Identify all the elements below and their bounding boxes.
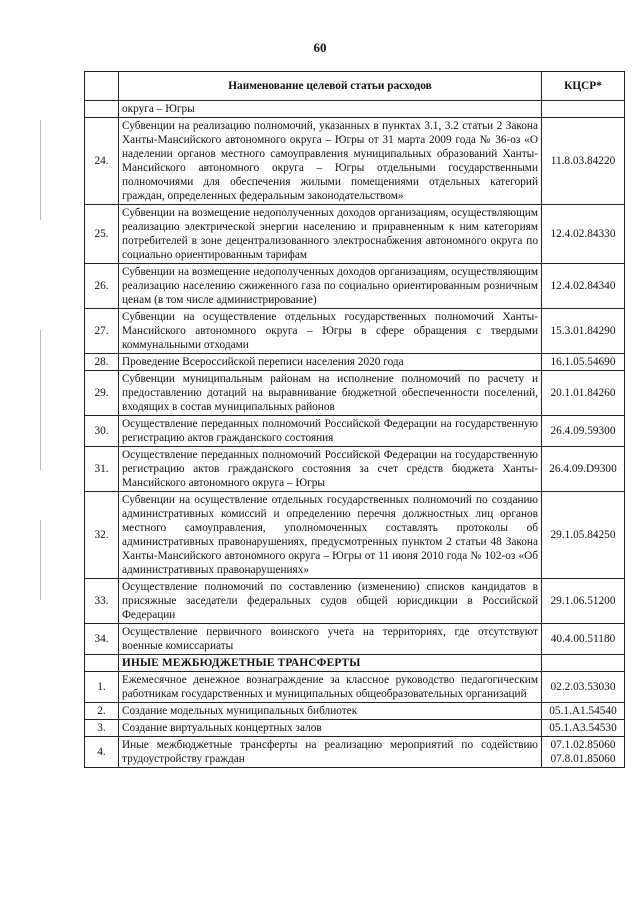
row-code [542, 672, 625, 703]
table-row [85, 264, 625, 309]
row-code [542, 354, 625, 371]
scan-margin-line [40, 120, 41, 220]
row-code-value: 26.4.09.D9300 [549, 463, 617, 475]
row-code-value: 40.4.00.51180 [550, 633, 616, 645]
row-number: 30. [85, 416, 119, 447]
table-row [85, 118, 625, 205]
row-code-value: 12.4.02.84340 [550, 280, 616, 292]
row-name: Субвенции на осуществление отдельных государственных полномочий Ханты-Мансийского автономного округа – Югры в сфере обращения с твердыми коммунальными отходами [119, 309, 542, 354]
row-code [542, 118, 625, 205]
row-code [542, 492, 625, 579]
row-code [542, 309, 625, 354]
table-row [85, 720, 625, 737]
row-name: Субвенции на возмещение недополученных доходов организациям, осуществляющим реализацию электрической энергии населению и приравненным к ним категориям потребителей в зоне децентрализованного электроснабжения автономного округа по социально ориентированным тарифам [119, 205, 542, 264]
row-code-value: 29.1.05.84250 [550, 529, 616, 541]
row-number: 2. [85, 703, 119, 720]
row-code-value: 02.2.03.53030 [550, 681, 616, 693]
row-code-value: 29.1.06.51200 [550, 595, 616, 607]
table-row [85, 309, 625, 354]
row-number: 29. [85, 371, 119, 416]
row-number: 26. [85, 264, 119, 309]
table-row [85, 672, 625, 703]
row-name: Субвенции на возмещение недополученных доходов организациям, осуществляющим реализацию населению сжиженного газа по социально ориентированным розничным ценам (в том числе администрирование) [119, 264, 542, 309]
table-row [85, 416, 625, 447]
table-body [85, 101, 625, 768]
table-row [85, 447, 625, 492]
header-num [85, 72, 119, 101]
row-number: 32. [85, 492, 119, 579]
expense-items-table [84, 71, 625, 768]
row-code [542, 416, 625, 447]
row-number: 3. [85, 720, 119, 737]
section-header-row [85, 655, 625, 672]
page-number: 60 [313, 40, 327, 55]
row-code-value: 05.1.A1.54540 [549, 705, 617, 717]
row-name: Проведение Всероссийской переписи населения 2020 года [119, 354, 542, 371]
row-name: Создание модельных муниципальных библиотек [119, 703, 542, 720]
row-name: Осуществление полномочий по составлению (изменению) списков кандидатов в присяжные заседатели федеральных судов общей юрисдикции в Российской Федерации [119, 579, 542, 624]
row-name: Осуществление первичного воинского учета на территориях, где отсутствуют военные комиссариаты [119, 624, 542, 655]
row-code-value: 16.1.05.54690 [550, 356, 616, 368]
row-code-value: 07.8.01.85060 [550, 753, 616, 765]
row-number: 34. [85, 624, 119, 655]
table-row [85, 492, 625, 579]
table-header-row [85, 72, 625, 101]
row-name: Субвенции на реализацию полномочий, указанных в пунктах 3.1, 3.2 статьи 2 Закона Ханты-Мансийского автономного округа – Югры от 31 марта 2009 года № 36-оз «О наделении органов местного самоуправления муниципальных образований Ханты-Мансийского автономного округа – Югры отдельными государственными полномочиями для обеспечения жилыми помещениями отдельных категорий граждан, определенных федеральным законодательством» [119, 118, 542, 205]
row-code [542, 205, 625, 264]
scan-margin-line [40, 330, 41, 470]
section-title: ИНЫЕ МЕЖБЮДЖЕТНЫЕ ТРАНСФЕРТЫ [119, 655, 542, 672]
row-code-value: 05.1.A3.54530 [549, 722, 617, 734]
row-code-value: 15.3.01.84290 [550, 325, 616, 337]
row-number: 1. [85, 672, 119, 703]
row-code [542, 371, 625, 416]
row-number: 31. [85, 447, 119, 492]
row-code [542, 447, 625, 492]
continuation-row [85, 101, 625, 118]
row-name: Иные межбюджетные трансферты на реализацию мероприятий по содействию трудоустройству граждан [119, 737, 542, 768]
row-code [542, 737, 625, 768]
table-row [85, 579, 625, 624]
table-row [85, 624, 625, 655]
scan-margin-line [40, 520, 41, 600]
header-name: Наименование целевой статьи расходов [119, 72, 542, 101]
row-code-value: 20.1.01.84260 [550, 387, 616, 399]
table-row [85, 371, 625, 416]
header-code: КЦСР* [542, 72, 625, 101]
row-code [542, 579, 625, 624]
continuation-text: округа – Югры [119, 101, 542, 118]
row-name: Субвенции на осуществление отдельных государственных полномочий по созданию административных комиссий и определению перечня должностных лиц органов местного самоуправления, уполномоченных составлять протоколы об административных правонарушениях, предусмотренных пунктом 2 статьи 48 Закона Ханты-Мансийского автономного округа – Югры от 11 июня 2010 года № 102-оз «Об административных правонарушениях» [119, 492, 542, 579]
row-name: Ежемесячное денежное вознаграждение за классное руководство педагогическим работникам государственных и муниципальных общеобразовательных организаций [119, 672, 542, 703]
row-number: 24. [85, 118, 119, 205]
row-code-value: 26.4.09.59300 [550, 425, 616, 437]
table-row [85, 205, 625, 264]
row-number: 4. [85, 737, 119, 768]
table-row [85, 737, 625, 768]
row-number: 27. [85, 309, 119, 354]
row-code-value: 07.1.02.85060 [550, 739, 616, 751]
row-code [542, 264, 625, 309]
row-name: Создание виртуальных концертных залов [119, 720, 542, 737]
row-name: Осуществление переданных полномочий Российской Федерации на государственную регистрацию актов гражданского состояния [119, 416, 542, 447]
row-name: Субвенции муниципальным районам на исполнение полномочий по расчету и предоставлению дотаций на выравнивание бюджетной обеспеченности поселений, входящих в состав муниципальных районов [119, 371, 542, 416]
row-code [542, 703, 625, 720]
table-row [85, 354, 625, 371]
row-number: 25. [85, 205, 119, 264]
row-number: 28. [85, 354, 119, 371]
row-code-value: 11.8.03.84220 [550, 155, 616, 167]
row-code-value: 12.4.02.84330 [550, 228, 616, 240]
row-number: 33. [85, 579, 119, 624]
row-code [542, 624, 625, 655]
table-row [85, 703, 625, 720]
row-name: Осуществление переданных полномочий Российской Федерации на государственную регистрацию актов гражданского состояния за счет средств бюджета Ханты-Мансийского автономного округа – Югры [119, 447, 542, 492]
row-code [542, 720, 625, 737]
